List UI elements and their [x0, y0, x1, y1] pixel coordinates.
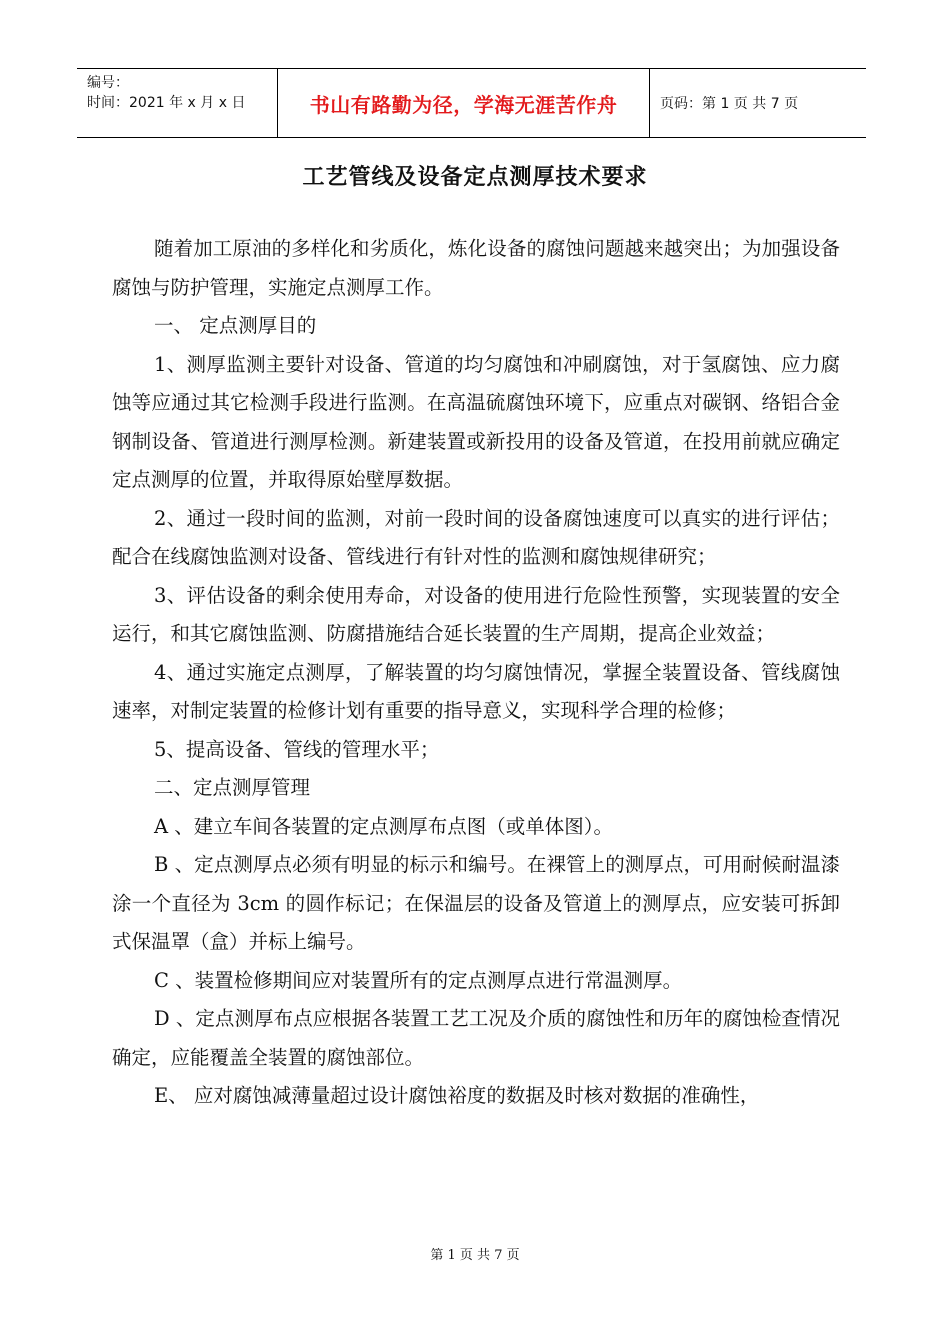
page-footer: 第 1 页 共 7 页: [430, 1248, 520, 1263]
paragraph-item-d: D 、定点测厚布点应根据各装置工艺工况及介质的腐蚀性和历年的腐蚀检查情况确定，应能覆盖全装置的腐蚀部位。: [112, 1007, 840, 1069]
header-page-label: 页码：第 1 页 共 7 页: [660, 96, 799, 112]
paragraph-intro: 随着加工原油的多样化和劣质化，炼化设备的腐蚀问题越来越突出；为加强设备腐蚀与防护管理，实施定点测厚工作。: [112, 237, 840, 299]
date-label: 时间：2021 年 x 月 x 日: [87, 95, 246, 111]
paragraph-item-b: B 、定点测厚点必须有明显的标示和编号。在裸管上的测厚点，可用耐候耐温漆涂一个直径为 3cm 的圆作标记；在保温层的设备及管道上的测厚点，应安装可拆卸式保温罩（盒）并标上编号。: [112, 853, 840, 953]
paragraph-item-c: C 、装置检修期间应对装置所有的定点测厚点进行常温测厚。: [154, 968, 683, 992]
paragraph-item-a: A 、建立车间各装置的定点测厚布点图（或单体图）。: [154, 814, 614, 838]
paragraph-item-1: 1、测厚监测主要针对设备、管道的均匀腐蚀和冲刷腐蚀，对于氢腐蚀、应力腐蚀等应通过其它检测手段进行监测。在高温硫腐蚀环境下，应重点对碳钢、络铝合金钢制设备、管道进行测厚检测。新建装置或新投用的设备及管道，在投用前就应确定定点测厚的位置，并取得原始壁厚数据。: [112, 352, 840, 491]
paragraph-item-5: 5、提高设备、管线的管理水平；: [154, 737, 440, 761]
document-body: [112, 230, 840, 1116]
document-header: [77, 68, 866, 138]
section-heading-1: 一、 定点测厚目的: [154, 314, 317, 337]
paragraph-item-3: 3、评估设备的剩余使用寿命，对设备的使用进行危险性预警，实现装置的安全运行，和其它腐蚀监测、防腐措施结合延长装置的生产周期，提高企业效益；: [112, 583, 840, 645]
number-label: 编号：: [87, 75, 129, 91]
document-title: 工艺管线及设备定点测厚技术要求: [302, 165, 648, 190]
header-meta: [77, 69, 278, 137]
paragraph-item-4: 4、通过实施定点测厚，了解装置的均匀腐蚀情况，掌握全装置设备、管线腐蚀速率，对制定装置的检修计划有重要的指导意义，实现科学合理的检修；: [112, 660, 840, 722]
header-motto: 书山有路勤为径，学海无涯苦作舟: [278, 69, 650, 137]
section-heading-2: 二、定点测厚管理: [154, 776, 311, 799]
paragraph-item-2: 2、通过一段时间的监测，对前一段时间的设备腐蚀速度可以真实的进行评估；配合在线腐蚀监测对设备、管线进行有针对性的监测和腐蚀规律研究；: [112, 506, 840, 568]
paragraph-item-e: E、 应对腐蚀减薄量超过设计腐蚀裕度的数据及时核对数据的准确性，: [154, 1084, 760, 1107]
